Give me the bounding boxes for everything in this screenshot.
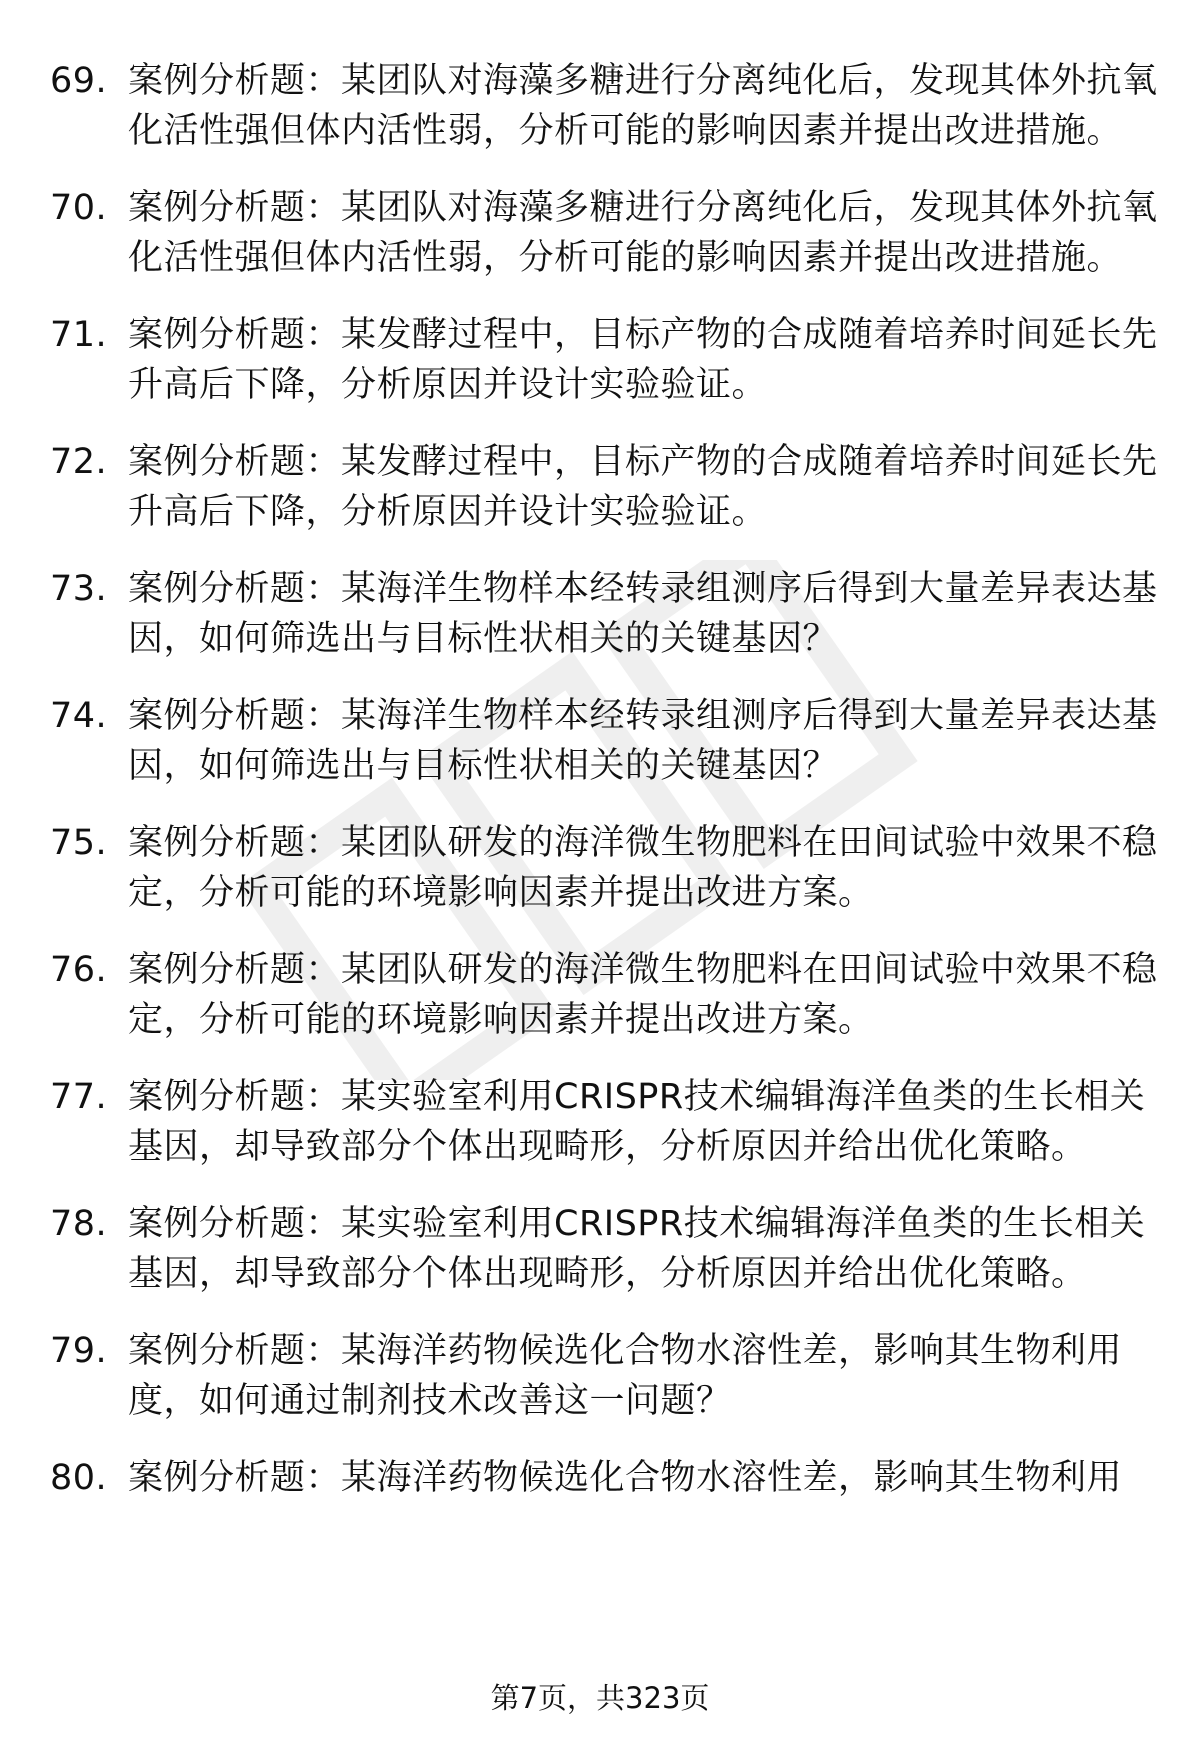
question-item bbox=[50, 1199, 1160, 1299]
question-text: 案例分析题：某实验室利用CRISPR技术编辑海洋鱼类的生长相关基因，却导致部分个体出现畸形，分析原因并给出优化策略。 bbox=[128, 1204, 1146, 1294]
question-item bbox=[50, 945, 1160, 1045]
page-number-label: 第7页，共323页 bbox=[490, 1681, 710, 1715]
page-footer bbox=[0, 1678, 1200, 1718]
question-text: 案例分析题：某团队对海藻多糖进行分离纯化后，发现其体外抗氧化活性强但体内活性弱，分析可能的影响因素并提出改进措施。 bbox=[128, 188, 1158, 278]
question-item bbox=[50, 691, 1160, 791]
question-text: 案例分析题：某团队研发的海洋微生物肥料在田间试验中效果不稳定，分析可能的环境影响因素并提出改进方案。 bbox=[128, 823, 1158, 913]
question-number: 79. bbox=[50, 1331, 108, 1371]
question-number: 76. bbox=[50, 950, 108, 990]
question-number: 69. bbox=[50, 61, 108, 101]
question-number: 74. bbox=[50, 696, 108, 736]
question-text: 案例分析题：某海洋药物候选化合物水溶性差，影响其生物利用 bbox=[128, 1458, 1123, 1498]
question-text: 案例分析题：某海洋药物候选化合物水溶性差，影响其生物利用度，如何通过制剂技术改善这一问题？ bbox=[128, 1331, 1123, 1421]
question-text: 案例分析题：某实验室利用CRISPR技术编辑海洋鱼类的生长相关基因，却导致部分个体出现畸形，分析原因并给出优化策略。 bbox=[128, 1077, 1146, 1167]
question-number: 72. bbox=[50, 442, 108, 482]
question-item bbox=[50, 818, 1160, 918]
question-number: 77. bbox=[50, 1077, 108, 1117]
question-number: 71. bbox=[50, 315, 108, 355]
question-number: 80. bbox=[50, 1458, 108, 1498]
question-item bbox=[50, 1453, 1160, 1503]
question-item bbox=[50, 183, 1160, 283]
question-number: 78. bbox=[50, 1204, 108, 1244]
question-text: 案例分析题：某团队对海藻多糖进行分离纯化后，发现其体外抗氧化活性强但体内活性弱，分析可能的影响因素并提出改进措施。 bbox=[128, 61, 1158, 151]
question-item bbox=[50, 437, 1160, 537]
question-text: 案例分析题：某发酵过程中，目标产物的合成随着培养时间延长先升高后下降，分析原因并设计实验验证。 bbox=[128, 442, 1158, 532]
question-text: 案例分析题：某海洋生物样本经转录组测序后得到大量差异表达基因，如何筛选出与目标性状相关的关键基因？ bbox=[128, 696, 1158, 786]
question-text: 案例分析题：某海洋生物样本经转录组测序后得到大量差异表达基因，如何筛选出与目标性状相关的关键基因？ bbox=[128, 569, 1158, 659]
question-number: 75. bbox=[50, 823, 108, 863]
question-number: 70. bbox=[50, 188, 108, 228]
question-text: 案例分析题：某团队研发的海洋微生物肥料在田间试验中效果不稳定，分析可能的环境影响因素并提出改进方案。 bbox=[128, 950, 1158, 1040]
question-number: 73. bbox=[50, 569, 108, 609]
question-item bbox=[50, 1072, 1160, 1172]
question-item bbox=[50, 1326, 1160, 1426]
question-item bbox=[50, 564, 1160, 664]
question-list bbox=[50, 56, 1160, 1530]
question-item bbox=[50, 310, 1160, 410]
question-item bbox=[50, 56, 1160, 156]
question-text: 案例分析题：某发酵过程中，目标产物的合成随着培养时间延长先升高后下降，分析原因并设计实验验证。 bbox=[128, 315, 1158, 405]
